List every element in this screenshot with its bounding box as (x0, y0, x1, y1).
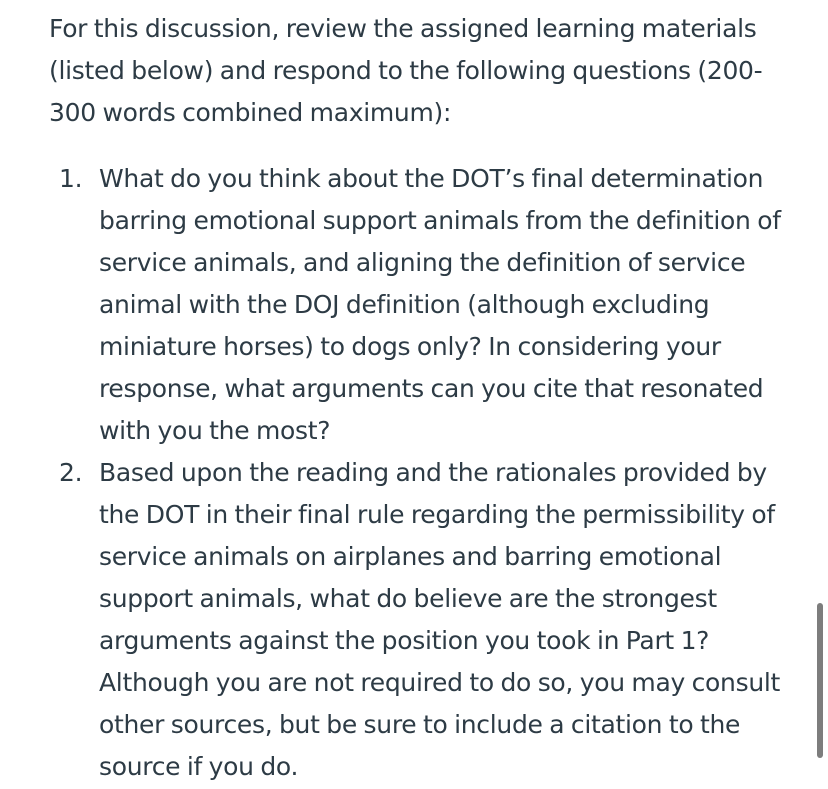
vertical-scrollbar[interactable] (817, 603, 823, 758)
question-line: the DOT in their final rule regarding the permissibility of (99, 500, 775, 529)
question-line: support animals, what do believe are the strongest (99, 584, 717, 613)
question-line: arguments against the position you took in Part 1? (99, 626, 710, 655)
question-number: 1. (59, 164, 83, 193)
question-text (99, 158, 784, 452)
question-line: other sources, but be sure to include a citation to the (99, 710, 741, 739)
question-text (99, 452, 784, 788)
discussion-content (49, 8, 789, 788)
intro-line: 300 words combined maximum): (49, 98, 452, 127)
intro-line: (listed below) and respond to the following questions (200- (49, 56, 763, 85)
question-line: miniature horses) to dogs only? In considering your (99, 332, 721, 361)
intro-paragraph (49, 8, 784, 134)
question-item-2 (49, 452, 789, 788)
question-line: What do you think about the DOT’s final determination (99, 164, 764, 193)
question-line: animal with the DOJ definition (although excluding (99, 290, 710, 319)
question-line: barring emotional support animals from the definition of (99, 206, 781, 235)
question-line: Although you are not required to do so, you may consult (99, 668, 781, 697)
questions-list (49, 158, 789, 788)
question-line: with you the most? (99, 416, 331, 445)
question-line: response, what arguments can you cite that resonated (99, 374, 764, 403)
question-line: service animals, and aligning the definition of service (99, 248, 746, 277)
question-line: service animals on airplanes and barring emotional (99, 542, 722, 571)
question-number: 2. (59, 458, 83, 487)
question-line: source if you do. (99, 752, 299, 781)
question-item-1 (49, 158, 789, 452)
question-line: Based upon the reading and the rationales provided by (99, 458, 767, 487)
intro-line: For this discussion, review the assigned learning materials (49, 14, 757, 43)
